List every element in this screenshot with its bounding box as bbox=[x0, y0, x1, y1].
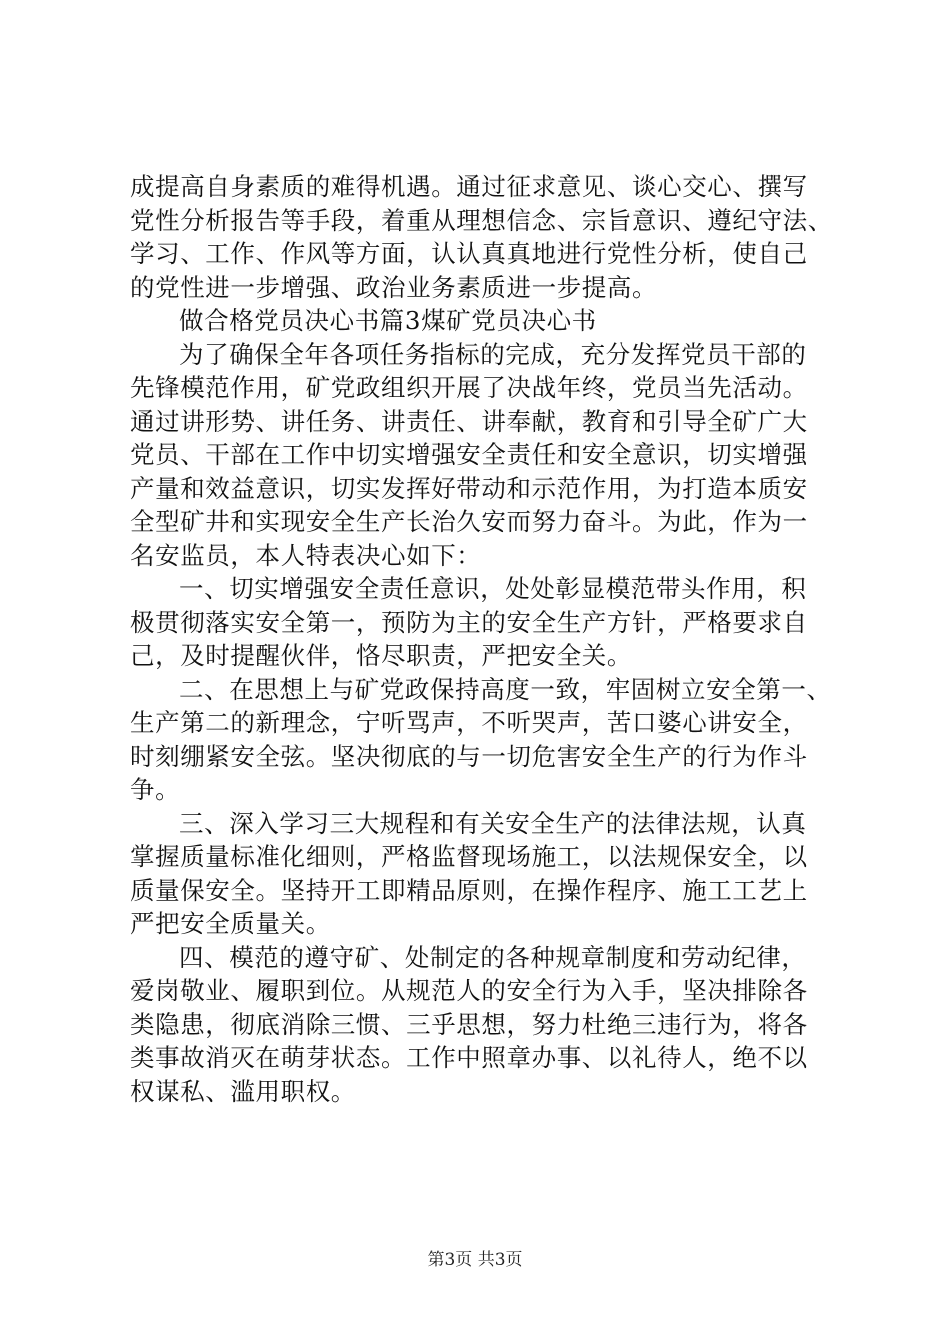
text-line: 成提高自身素质的难得机遇。通过征求意见、谈心交心、撰写 bbox=[130, 172, 808, 201]
text-line: 通过讲形势、讲任务、讲责任、讲奉献，教育和引导全矿广大 bbox=[130, 406, 808, 436]
text-line: 先锋模范作用，矿党政组织开展了决战年终，党员当先活动。 bbox=[130, 373, 808, 402]
text-line: 生产第二的新理念，宁听骂声，不听哭声，苦口婆心讲安全， bbox=[130, 708, 808, 737]
text-line: 为了确保全年各项任务指标的完成，充分发挥党员干部的 bbox=[179, 339, 807, 369]
text-line: 二、在思想上与矿党政保持高度一致，牢固树立安全第一、 bbox=[179, 674, 832, 704]
text-line: 学习、工作、作风等方面，认认真真地进行党性分析，使自己 bbox=[130, 239, 808, 268]
text-line: 的党性进一步增强、政治业务素质进一步提高。 bbox=[130, 272, 658, 302]
text-line: 一、切实增强安全责任意识，处处彰显模范带头作用，积 bbox=[179, 574, 807, 603]
text-line: 全型矿井和实现安全生产长治久安而努力奋斗。为此，作为一 bbox=[130, 507, 808, 536]
text-line: 名安监员，本人特表决心如下： bbox=[130, 540, 482, 570]
text-line: 爱岗敬业、履职到位。从规范人的安全行为入手，坚决排除各 bbox=[130, 976, 808, 1005]
text-line: 做合格党员决心书篇3煤矿党员决心书 bbox=[179, 306, 597, 335]
text-line: 产量和效益意识，切实发挥好带动和示范作用，为打造本质安 bbox=[130, 473, 808, 503]
text-line: 掌握质量标准化细则，严格监督现场施工，以法规保安全，以 bbox=[130, 842, 808, 871]
text-line: 党性分析报告等手段，着重从理想信念、宗旨意识、遵纪守法、 bbox=[130, 205, 833, 235]
text-line: 三、深入学习三大规程和有关安全生产的法律法规，认真 bbox=[179, 808, 807, 838]
text-line: 党员、干部在工作中切实增强安全责任和安全意识，切实增强 bbox=[130, 440, 808, 469]
text-line: 权谋私、滥用职权。 bbox=[130, 1076, 356, 1106]
text-line: 严把安全质量关。 bbox=[130, 909, 331, 938]
text-line: 类隐患，彻底消除三惯、三乎思想，努力杜绝三违行为，将各 bbox=[130, 1009, 808, 1039]
page-footer: 第3页 共3页 bbox=[427, 1250, 523, 1270]
text-line: 己，及时提醒伙伴，恪尽职责，严把安全关。 bbox=[130, 641, 632, 670]
text-line: 类事故消灭在萌芽状态。工作中照章办事、以礼待人，绝不以 bbox=[130, 1043, 808, 1072]
text-line: 极贯彻落实安全第一，预防为主的安全生产方针，严格要求自 bbox=[130, 607, 808, 637]
text-line: 时刻绷紧安全弦。坚决彻底的与一切危害安全生产的行为作斗 bbox=[130, 741, 808, 771]
text-line: 四、模范的遵守矿、处制定的各种规章制度和劳动纪律， bbox=[179, 942, 807, 972]
document-body bbox=[130, 170, 833, 1108]
text-line: 质量保安全。坚持开工即精品原则，在操作程序、施工工艺上 bbox=[130, 875, 808, 905]
text-line: 争。 bbox=[130, 775, 181, 804]
